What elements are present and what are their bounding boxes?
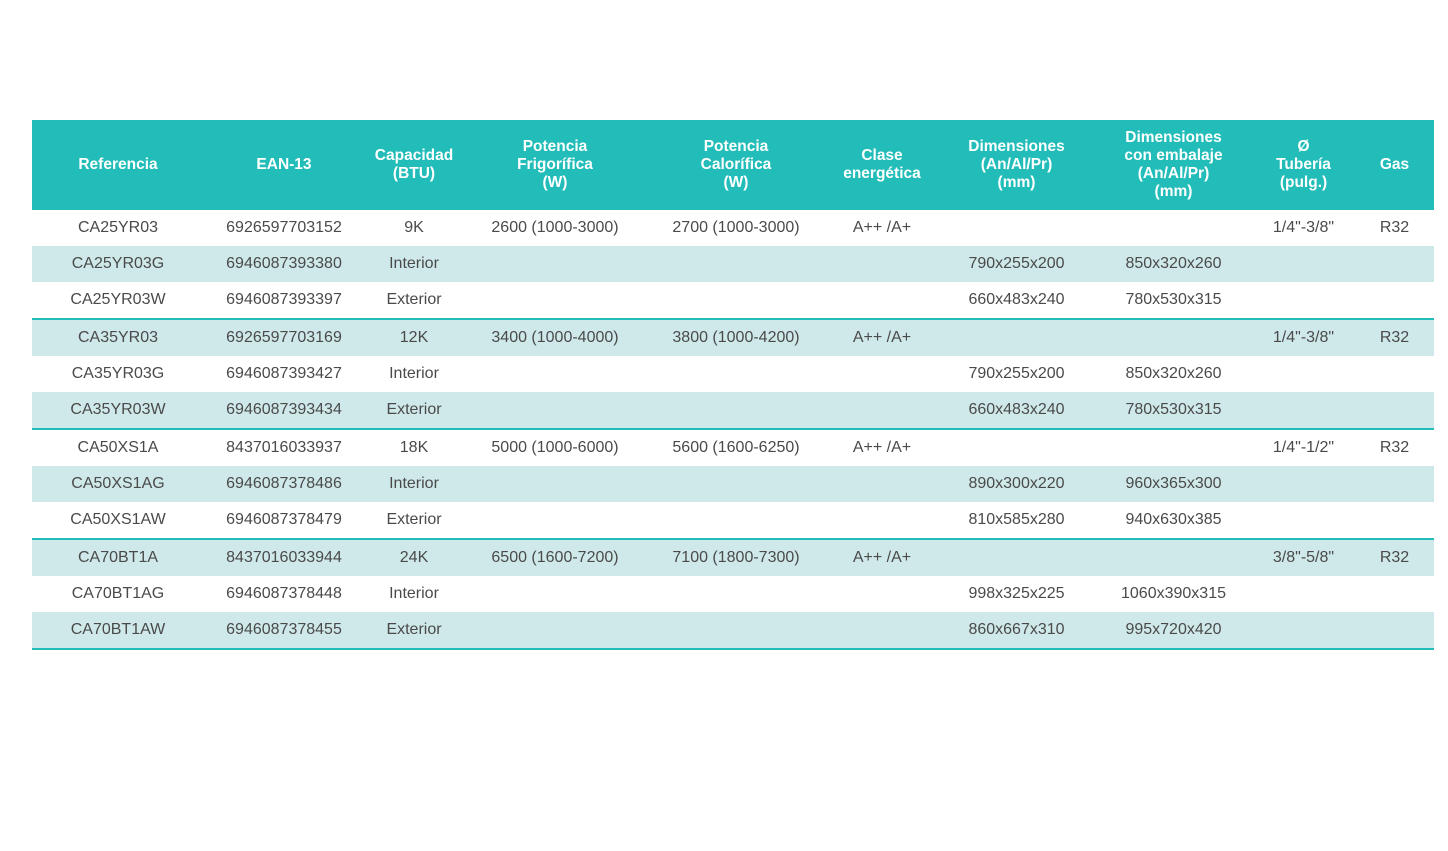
table-cell [1355, 576, 1434, 612]
table-cell: 850x320x260 [1125, 365, 1222, 382]
table-row [32, 282, 1434, 319]
table-cell: CA25YR03 [77, 219, 159, 236]
column-header-line: (W) [723, 174, 749, 191]
table-cell [1252, 246, 1355, 282]
table-cell: Interior [364, 466, 464, 502]
table-cell: 7100 (1800-7300) [646, 539, 826, 576]
column-header-line: (mm) [1154, 183, 1193, 200]
table-cell: CA50XS1A [32, 429, 204, 466]
table-row [32, 466, 1434, 502]
table-cell [938, 210, 1095, 246]
table-cell [1095, 210, 1252, 246]
table-cell [646, 612, 826, 649]
column-header-line: (An/Al/Pr) [1137, 165, 1210, 182]
table-cell: 1060x390x315 [1121, 585, 1226, 602]
table-cell: Exterior [364, 612, 464, 649]
table-cell [938, 539, 1095, 576]
table-cell: CA50XS1AG [32, 466, 204, 502]
column-header [1355, 120, 1434, 210]
table-row [32, 356, 1434, 392]
column-header-line: Gas [1379, 156, 1410, 173]
column-header [646, 120, 826, 210]
table-cell: 6926597703152 [226, 219, 342, 236]
table-cell [1355, 356, 1434, 392]
table-cell [464, 612, 646, 649]
header-row [32, 120, 1434, 210]
column-header-line: con embalaje [1124, 147, 1223, 164]
table-cell: Interior [364, 246, 464, 282]
table-cell: 6946087393434 [204, 392, 364, 429]
table-cell: Interior [389, 585, 439, 602]
table-row [32, 502, 1434, 539]
column-header-line: Dimensiones [1125, 129, 1222, 146]
table-cell: R32 [1355, 319, 1434, 356]
table-cell: A++ /A+ [826, 319, 938, 356]
table-cell [646, 282, 826, 319]
table-cell: 850x320x260 [1095, 246, 1252, 282]
column-header-line: Calorífica [700, 156, 772, 173]
table-cell [464, 576, 646, 612]
table-cell [826, 502, 938, 539]
table-cell: CA70BT1AG [71, 585, 165, 602]
column-header-line: (W) [542, 174, 568, 191]
table-cell: A++ /A+ [826, 429, 938, 466]
table-cell [826, 466, 938, 502]
table-cell [1095, 539, 1252, 576]
column-header-line: Dimensiones [968, 138, 1065, 155]
table-cell [826, 356, 938, 392]
table-cell [464, 356, 646, 392]
table-cell: R32 [1355, 539, 1434, 576]
table-cell: CA25YR03W [70, 291, 166, 308]
table-cell: CA25YR03G [32, 246, 204, 282]
table-cell [938, 319, 1095, 356]
table-cell: 5600 (1600-6250) [646, 429, 826, 466]
table-cell [646, 356, 826, 392]
table-row [32, 429, 1434, 466]
table-cell [1252, 576, 1355, 612]
table-cell [826, 282, 938, 319]
table-cell: 2600 (1000-3000) [491, 219, 619, 236]
table-cell: A++ /A+ [826, 539, 938, 576]
table-row [32, 612, 1434, 649]
table-cell: 6946087378448 [226, 585, 342, 602]
table-cell: 995x720x420 [1095, 612, 1252, 649]
table-cell: 8437016033944 [204, 539, 364, 576]
column-header-line: Tubería [1276, 156, 1331, 173]
table-cell [646, 392, 826, 429]
table-cell: 3800 (1000-4200) [646, 319, 826, 356]
table-cell: 12K [364, 319, 464, 356]
table-cell: 998x325x225 [968, 585, 1065, 602]
table-cell: A++ /A+ [852, 219, 912, 236]
table-cell: Exterior [364, 392, 464, 429]
table-cell [1355, 282, 1434, 319]
table-cell: 6946087393380 [204, 246, 364, 282]
table-cell: 6946087393427 [226, 365, 342, 382]
table-cell [1252, 502, 1355, 539]
column-header-line: (An/Al/Pr) [980, 156, 1053, 173]
table-cell: 5000 (1000-6000) [464, 429, 646, 466]
table-cell: 960x365x300 [1095, 466, 1252, 502]
table-cell: CA35YR03G [71, 365, 165, 382]
column-header [204, 120, 364, 210]
table-body [32, 210, 1434, 649]
table-cell: 3400 (1000-4000) [464, 319, 646, 356]
table-cell: 6926597703169 [204, 319, 364, 356]
table-cell: 2700 (1000-3000) [672, 219, 800, 236]
column-header-line: (BTU) [392, 165, 436, 182]
table-cell: 6946087378479 [226, 511, 342, 528]
table-cell: CA70BT1A [32, 539, 204, 576]
column-header [1095, 120, 1252, 210]
table-cell [646, 466, 826, 502]
table-cell [464, 466, 646, 502]
column-header [32, 120, 204, 210]
table-cell: 810x585x280 [968, 511, 1065, 528]
table-cell [1252, 392, 1355, 429]
column-header-line: Clase [861, 147, 903, 164]
table-cell [464, 246, 646, 282]
table-cell: R32 [1355, 429, 1434, 466]
table-cell [1355, 392, 1434, 429]
column-header-line: (pulg.) [1279, 174, 1328, 191]
table-row [32, 392, 1434, 429]
column-header [826, 120, 938, 210]
table-cell [464, 392, 646, 429]
column-header-line: Ø [1297, 138, 1310, 155]
table-cell: 660x483x240 [968, 291, 1065, 308]
table-cell: CA35YR03W [32, 392, 204, 429]
table-cell [1095, 429, 1252, 466]
table-cell: 6946087378455 [204, 612, 364, 649]
column-header [1252, 120, 1355, 210]
table-row [32, 246, 1434, 282]
table-cell: 24K [364, 539, 464, 576]
table-cell: 3/8"-5/8" [1252, 539, 1355, 576]
table-row [32, 319, 1434, 356]
table-cell [1252, 612, 1355, 649]
table-cell [1355, 246, 1434, 282]
table-cell [1355, 612, 1434, 649]
table-cell [826, 392, 938, 429]
column-header-line: energética [843, 165, 921, 182]
column-header [364, 120, 464, 210]
column-header-line: EAN-13 [256, 156, 312, 173]
table-row [32, 576, 1434, 612]
table-cell [646, 576, 826, 612]
table-cell [826, 612, 938, 649]
table-cell [1355, 502, 1434, 539]
table-header [32, 120, 1434, 210]
table-cell: CA50XS1AW [70, 511, 166, 528]
column-header-line: Potencia [703, 138, 769, 155]
table-cell [1252, 466, 1355, 502]
table-cell: CA35YR03 [32, 319, 204, 356]
table-cell: 940x630x385 [1125, 511, 1222, 528]
table-cell: 1/4"-1/2" [1252, 429, 1355, 466]
table-cell: 780x530x315 [1095, 392, 1252, 429]
table-cell [1355, 466, 1434, 502]
table-cell [938, 429, 1095, 466]
table-cell [826, 576, 938, 612]
table-cell: 790x255x200 [938, 246, 1095, 282]
table-cell: 790x255x200 [968, 365, 1065, 382]
table-cell [1252, 282, 1355, 319]
table-cell [1252, 356, 1355, 392]
table-cell: 890x300x220 [938, 466, 1095, 502]
table-cell: 9K [404, 219, 424, 236]
table-cell [646, 246, 826, 282]
table-cell: 6500 (1600-7200) [464, 539, 646, 576]
table-cell [464, 502, 646, 539]
table-cell: CA70BT1AW [32, 612, 204, 649]
table-row [32, 210, 1434, 246]
table-cell: Interior [389, 365, 439, 382]
table-row [32, 539, 1434, 576]
table-cell: 1/4"-3/8" [1252, 319, 1355, 356]
table-cell [1095, 319, 1252, 356]
table-cell: 860x667x310 [938, 612, 1095, 649]
column-header-line: (mm) [997, 174, 1036, 191]
table-cell: Exterior [386, 291, 442, 308]
table-cell: 1/4"-3/8" [1272, 219, 1335, 236]
table-cell: 780x530x315 [1125, 291, 1222, 308]
spec-table-container [32, 120, 1434, 650]
table-cell [826, 246, 938, 282]
column-header-line: Capacidad [374, 147, 454, 164]
table-cell: R32 [1379, 219, 1410, 236]
table-cell: 6946087393397 [226, 291, 342, 308]
table-cell: 6946087378486 [204, 466, 364, 502]
table-cell: 8437016033937 [204, 429, 364, 466]
column-header-line: Referencia [78, 156, 158, 173]
table-cell [464, 282, 646, 319]
table-cell [646, 502, 826, 539]
table-cell: 660x483x240 [938, 392, 1095, 429]
table-cell: 18K [364, 429, 464, 466]
spec-table [32, 120, 1434, 650]
column-header [938, 120, 1095, 210]
table-cell: Exterior [386, 511, 442, 528]
column-header-line: Potencia [522, 138, 588, 155]
column-header [464, 120, 646, 210]
column-header-line: Frigorífica [517, 156, 593, 173]
